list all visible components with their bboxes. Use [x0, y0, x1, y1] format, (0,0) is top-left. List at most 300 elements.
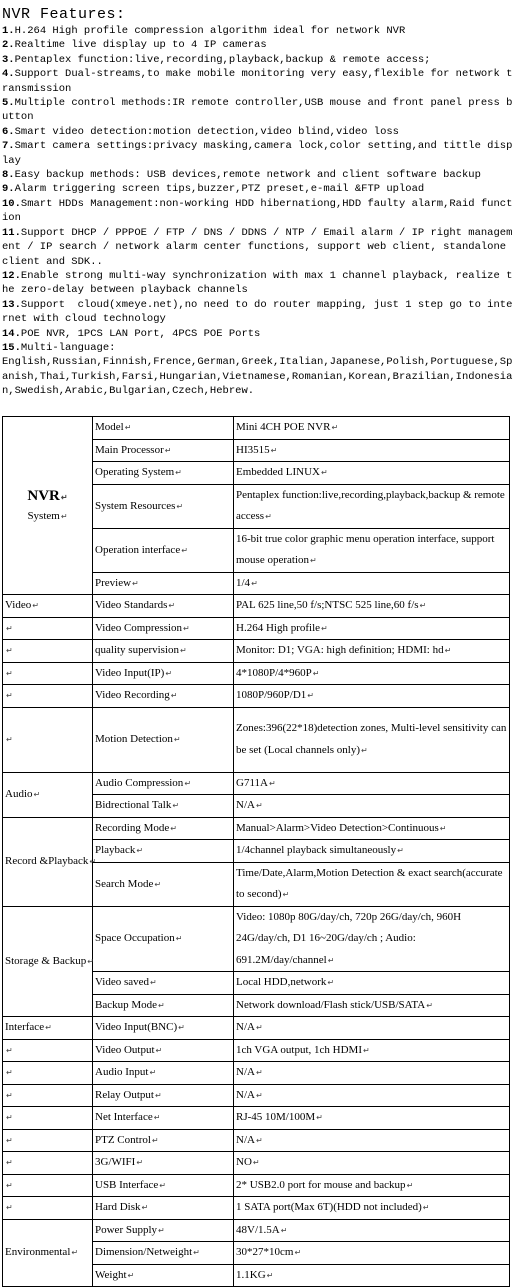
paragraph-mark: ↵	[32, 601, 39, 611]
spec-name-text: Backup Mode	[95, 998, 158, 1011]
spec-group	[3, 817, 97, 906]
feature-item	[2, 226, 518, 269]
spec-name	[93, 994, 234, 1017]
spec-value	[234, 1039, 510, 1062]
paragraph-mark: ↵	[280, 1225, 288, 1235]
spec-row	[3, 1039, 510, 1062]
paragraph-mark: ↵	[184, 778, 192, 788]
paragraph-mark: ↵	[266, 1270, 274, 1280]
spec-group	[3, 685, 93, 708]
nvr-subtitle: System↵	[27, 510, 68, 522]
spec-name-text: Main Processor	[95, 443, 164, 456]
feature-number: 3.	[2, 53, 15, 66]
spec-row	[3, 1062, 510, 1085]
feature-text: H.264 High profile compression algorithm ideal for network NVR	[14, 25, 406, 37]
spec-name	[93, 484, 234, 528]
spec-name	[93, 1242, 234, 1265]
spec-name-text: System Resources	[95, 499, 176, 512]
spec-name	[93, 772, 234, 795]
spec-value-text: N/A	[236, 1133, 255, 1146]
feature-number: 7.	[2, 140, 15, 153]
spec-group	[3, 1219, 93, 1287]
paragraph-mark: ↵	[6, 1158, 13, 1168]
paragraph-mark: ↵	[327, 978, 335, 987]
spec-value	[234, 1219, 510, 1242]
paragraph-mark: ↵	[181, 545, 188, 555]
spec-value-text: 1/4	[236, 576, 251, 589]
spec-group	[3, 1062, 93, 1085]
feature-text: Support cloud(xmeye.net),no need to do router mapping, just 1 step go to internet with cloud technology	[2, 298, 513, 326]
paragraph-mark: ↵	[444, 646, 452, 655]
spec-name-text: Motion Detection	[95, 733, 173, 745]
spec-group	[3, 1129, 93, 1152]
spec-name	[93, 862, 234, 906]
feature-text: Realtime live display up to 4 IP cameras	[14, 39, 267, 52]
spec-value-text: Local HDD,network	[236, 976, 327, 988]
spec-group	[3, 1039, 93, 1062]
paragraph-mark: ↵	[294, 1248, 302, 1257]
paragraph-mark: ↵	[419, 601, 427, 610]
spec-value-text: G711A	[236, 776, 268, 789]
spec-group	[3, 1152, 93, 1175]
paragraph-mark: ↵	[251, 578, 258, 588]
feature-text: Multiple control methods:IR remote controller,USB mouse and front panel press button	[2, 97, 513, 124]
spec-value-text: 2* USB2.0 port for mouse and backup	[236, 1178, 406, 1191]
spec-name	[93, 817, 234, 840]
spec-value	[234, 1129, 510, 1152]
spec-value	[234, 994, 510, 1017]
spec-value	[234, 572, 510, 595]
feature-number: 12.	[2, 269, 21, 282]
feature-number: 1.	[2, 25, 15, 37]
spec-value	[234, 462, 510, 485]
paragraph-mark: ↵	[33, 790, 41, 799]
spec-name	[93, 1084, 234, 1107]
paragraph-mark: ↵	[180, 646, 187, 656]
paragraph-mark: ↵	[321, 468, 328, 477]
paragraph-mark: ↵	[149, 1068, 157, 1078]
paragraph-mark: ↵	[175, 934, 183, 944]
spec-row	[3, 662, 510, 685]
spec-name-text: Video Output	[95, 1043, 155, 1056]
spec-value-text: Time/Date,Alarm,Motion Detection & exact search(accurate to second)	[236, 866, 503, 900]
paragraph-mark: ↵	[158, 1225, 165, 1235]
paragraph-mark: ↵	[193, 1248, 200, 1258]
spec-name-text: quality supervision	[95, 644, 180, 657]
feature-text: Smart HDDs Management:non-working HDD hibernationg,HDD faulty alarm,Raid function	[2, 197, 513, 225]
spec-value	[234, 972, 510, 995]
spec-value-text: 1 SATA port(Max 6T)(HDD not included)	[236, 1201, 422, 1213]
spec-row	[3, 1219, 510, 1242]
spec-value-text: 1ch VGA output, 1ch HDMI	[236, 1043, 362, 1056]
spec-name	[93, 1174, 234, 1197]
spec-name-text: Video saved	[95, 976, 150, 989]
spec-value	[234, 1107, 510, 1130]
spec-name-text: Model	[95, 421, 124, 434]
spec-name-text: Video Input(BNC)	[95, 1021, 178, 1034]
paragraph-mark: ↵	[183, 623, 190, 633]
spec-value-text: 48V/1.5A	[236, 1223, 280, 1236]
spec-name	[93, 1197, 234, 1220]
spec-name	[93, 640, 234, 663]
spec-name-text: 3G/WIFI	[95, 1156, 136, 1169]
feature-text: Pentaplex function:live,recording,playback,backup & remote access;	[14, 53, 431, 66]
paragraph-mark: ↵	[321, 623, 328, 633]
spec-value-text: Monitor: D1; VGA: high definition; HDMI: hd	[236, 644, 444, 656]
paragraph-mark: ↵	[255, 1090, 263, 1100]
spec-row	[3, 906, 510, 972]
spec-value	[234, 840, 510, 863]
paragraph-mark: ↵	[154, 1090, 162, 1100]
feature-item	[2, 298, 518, 327]
nvr-system-cell	[3, 417, 93, 595]
spec-value-text: N/A	[236, 1088, 255, 1101]
spec-group-label: Environmental	[5, 1246, 71, 1259]
spec-group-label: Storage & Backup	[5, 954, 87, 967]
feature-number: 10.	[2, 197, 21, 210]
spec-name	[93, 595, 234, 618]
spec-name-text: USB Interface	[95, 1178, 159, 1191]
spec-value	[234, 685, 510, 708]
spec-row	[3, 1129, 510, 1152]
paragraph-mark: ↵	[6, 668, 13, 678]
paragraph-mark: ↵	[268, 778, 276, 788]
spec-value	[234, 906, 510, 972]
paragraph-mark: ↵	[362, 1045, 370, 1055]
spec-name	[93, 1039, 234, 1062]
spec-name	[93, 1129, 234, 1152]
spec-name	[93, 1062, 234, 1085]
feature-number: 13.	[2, 298, 21, 311]
feature-item	[2, 269, 518, 298]
spec-row	[3, 617, 510, 640]
spec-name-text: Audio Input	[95, 1066, 149, 1079]
spec-name	[93, 1107, 234, 1130]
feature-item	[2, 53, 518, 67]
feature-number: 11.	[2, 226, 21, 239]
spec-name-text: Recording Mode	[95, 821, 170, 834]
paragraph-mark: ↵	[155, 1045, 163, 1055]
feature-item	[2, 125, 518, 139]
spec-name	[93, 439, 234, 462]
feature-text: Smart camera settings:privacy masking,camera lock,color setting,and tittle display	[2, 140, 513, 167]
spec-name-text: Playback	[95, 844, 136, 857]
spec-value	[234, 1197, 510, 1220]
feature-item	[2, 182, 518, 196]
paragraph-mark: ↵	[154, 879, 162, 889]
feature-item	[2, 168, 518, 182]
paragraph-mark: ↵	[150, 978, 157, 988]
spec-row	[3, 640, 510, 663]
spec-name	[93, 528, 234, 572]
spec-group	[3, 1174, 93, 1197]
feature-number: 15.	[2, 341, 21, 354]
spec-value	[234, 1242, 510, 1265]
spec-value	[234, 772, 510, 795]
spec-value-text: N/A	[236, 1066, 255, 1078]
paragraph-mark: ↵	[327, 955, 335, 965]
paragraph-mark: ↵	[136, 846, 144, 856]
spec-name	[93, 1219, 234, 1242]
spec-value-text: 1.1KG	[236, 1268, 266, 1281]
paragraph-mark: ↵	[265, 512, 272, 521]
paragraph-mark: ↵	[87, 956, 94, 966]
feature-text: Support DHCP / PPPOE / FTP / DNS / DDNS / NTP / Email alarm / IP right management / IP search / network alarm center functions, support web client, standalone client and SDK..	[2, 226, 513, 268]
spec-value-text: Pentaplex function:live,recording,playback,backup & remote access	[236, 488, 505, 522]
spec-value	[234, 484, 510, 528]
spec-group	[3, 662, 93, 685]
spec-name-text: Dimension/Netweight	[95, 1246, 193, 1259]
spec-row	[3, 1174, 510, 1197]
spec-value	[234, 1264, 510, 1287]
spec-name-text: Video Compression	[95, 621, 183, 634]
paragraph-mark: ↵	[127, 1270, 135, 1280]
spec-group-label: Interface	[5, 1021, 45, 1034]
spec-group	[3, 1197, 93, 1220]
paragraph-mark: ↵	[159, 1180, 166, 1190]
spec-name-text: Weight	[95, 1268, 127, 1281]
spec-value-text: PAL 625 line,50 f/s;NTSC 525 line,60 f/s	[236, 599, 419, 611]
spec-name	[93, 662, 234, 685]
spec-row	[3, 1152, 510, 1175]
spec-value	[234, 795, 510, 818]
spec-value-text: Mini 4CH POE NVR	[236, 421, 331, 433]
spec-value	[234, 528, 510, 572]
spec-group	[3, 1084, 93, 1107]
feature-item	[2, 341, 518, 399]
paragraph-mark: ↵	[6, 1045, 13, 1055]
paragraph-mark: ↵	[331, 423, 339, 432]
paragraph-mark: ↵	[173, 735, 181, 744]
paragraph-mark: ↵	[255, 1135, 263, 1145]
spec-value	[234, 417, 510, 440]
spec-value	[234, 862, 510, 906]
spec-group-label: Record &Playback	[5, 855, 89, 867]
spec-row	[3, 772, 510, 795]
paragraph-mark: ↵	[164, 445, 172, 455]
spec-value-text: 4*1080P/4*960P	[236, 666, 312, 679]
paragraph-mark: ↵	[6, 691, 13, 701]
paragraph-mark: ↵	[178, 1023, 185, 1033]
spec-name-text: Video Recording	[95, 689, 170, 702]
spec-value-text: HI3515	[236, 443, 270, 456]
feature-number: 9.	[2, 183, 15, 196]
feature-list	[2, 24, 518, 399]
spec-value	[234, 817, 510, 840]
paragraph-mark: ↵	[176, 501, 184, 511]
spec-name	[93, 840, 234, 863]
spec-value-text: Zones:396(22*18)detection zones, Multi-level sensitivity can be set (Local channels only)	[236, 722, 507, 756]
paragraph-mark: ↵	[158, 1000, 165, 1010]
spec-group	[3, 707, 93, 772]
spec-group	[3, 595, 93, 618]
paragraph-mark: ↵	[165, 668, 173, 678]
spec-name	[93, 972, 234, 995]
paragraph-mark: ↵	[255, 801, 263, 810]
spec-row	[3, 1017, 510, 1040]
spec-row	[3, 817, 510, 840]
feature-text: Enable strong multi-way synchronization with max 1 channel playback, realize the zero-delay between playback channels	[2, 269, 513, 297]
paragraph-mark: ↵	[141, 1203, 149, 1213]
features-heading: NVR Features:	[2, 6, 126, 23]
paragraph-mark: ↵	[361, 745, 368, 755]
spec-name	[93, 685, 234, 708]
spec-group	[3, 640, 93, 663]
paragraph-mark: ↵	[426, 1000, 433, 1010]
spec-value	[234, 662, 510, 685]
spec-value	[234, 439, 510, 462]
feature-number: 2.	[2, 39, 15, 52]
spec-name-text: PTZ Control	[95, 1133, 151, 1146]
paragraph-mark: ↵	[252, 1158, 260, 1167]
paragraph-mark: ↵	[6, 1203, 13, 1213]
paragraph-mark: ↵	[175, 468, 182, 478]
spec-name	[93, 617, 234, 640]
spec-row	[3, 707, 510, 772]
spec-value	[234, 595, 510, 618]
spec-name-text: Audio Compression	[95, 776, 184, 789]
spec-value	[234, 1084, 510, 1107]
feature-number: 14.	[2, 327, 21, 340]
spec-value	[234, 707, 510, 772]
paragraph-mark: ↵	[6, 1113, 13, 1123]
spec-name	[93, 707, 234, 772]
spec-name	[93, 1017, 234, 1040]
spec-value-text: Manual>Alarm>Video Detection>Continuous	[236, 821, 439, 834]
feature-text: POE NVR, 1PCS LAN Port, 4PCS POE Ports	[20, 327, 261, 340]
spec-value	[234, 1062, 510, 1085]
feature-item	[2, 327, 518, 341]
spec-group	[3, 1107, 93, 1130]
paragraph-mark: ↵	[255, 1068, 263, 1077]
paragraph-mark: ↵	[170, 691, 178, 701]
spec-value-text: Embedded LINUX	[236, 466, 321, 478]
paragraph-mark: ↵	[45, 1023, 52, 1033]
paragraph-mark: ↵	[6, 1180, 13, 1190]
spec-name-text: Preview	[95, 576, 132, 589]
spec-value-text: Video: 1080p 80G/day/ch, 720p 26G/day/ch, 960H 24G/day/ch, D1 16~20G/day/ch ; Audio: 691.2M/day/channel	[236, 910, 462, 966]
spec-name-text: Search Mode	[95, 877, 154, 890]
spec-row	[3, 417, 510, 440]
spec-name	[93, 462, 234, 485]
spec-name-text: Power Supply	[95, 1223, 158, 1236]
spec-name	[93, 906, 234, 972]
spec-table	[2, 416, 510, 1287]
spec-row	[3, 1107, 510, 1130]
spec-group	[3, 1017, 93, 1040]
spec-row	[3, 1084, 510, 1107]
nvr-title: NVR↵	[27, 488, 68, 504]
spec-value	[234, 617, 510, 640]
feature-number: 8.	[2, 169, 15, 182]
paragraph-mark: ↵	[168, 601, 176, 611]
spec-name-text: Video Input(IP)	[95, 666, 165, 679]
paragraph-mark: ↵	[6, 646, 13, 656]
spec-value-text: 30*27*10cm	[236, 1246, 294, 1258]
spec-row	[3, 685, 510, 708]
paragraph-mark: ↵	[132, 578, 139, 588]
feature-text: Support Dual-streams,to make mobile monitoring very easy,flexible for network transmission	[2, 68, 513, 95]
paragraph-mark: ↵	[60, 512, 68, 521]
paragraph-mark: ↵	[89, 857, 97, 866]
paragraph-mark: ↵	[151, 1135, 159, 1145]
spec-value	[234, 640, 510, 663]
spec-name	[93, 417, 234, 440]
feature-text: Easy backup methods: USB devices,remote network and client software backup	[14, 169, 481, 182]
spec-name-text: Relay Output	[95, 1088, 154, 1101]
spec-group-label: Video	[5, 599, 32, 612]
paragraph-mark: ↵	[422, 1203, 430, 1212]
paragraph-mark: ↵	[60, 493, 68, 502]
spec-group	[3, 617, 93, 640]
paragraph-mark: ↵	[439, 823, 447, 833]
paragraph-mark: ↵	[170, 823, 177, 833]
paragraph-mark: ↵	[124, 423, 132, 433]
spec-value-text: RJ-45 10M/100M	[236, 1111, 316, 1123]
paragraph-mark: ↵	[282, 890, 290, 899]
spec-value-text: 16-bit true color graphic menu operation interface, support mouse operation	[236, 532, 495, 566]
feature-item	[2, 96, 518, 125]
spec-name	[93, 795, 234, 818]
paragraph-mark: ↵	[255, 1023, 263, 1032]
feature-item	[2, 197, 518, 226]
feature-item	[2, 38, 518, 52]
paragraph-mark: ↵	[270, 445, 278, 455]
paragraph-mark: ↵	[406, 1180, 414, 1190]
paragraph-mark: ↵	[136, 1158, 144, 1168]
paragraph-mark: ↵	[316, 1113, 323, 1122]
spec-value-text: NO	[236, 1156, 252, 1168]
paragraph-mark: ↵	[6, 1135, 13, 1145]
paragraph-mark: ↵	[312, 668, 320, 678]
spec-name-text: Operating System	[95, 466, 175, 479]
spec-row	[3, 1197, 510, 1220]
paragraph-mark: ↵	[172, 801, 180, 811]
features-section	[2, 6, 518, 399]
spec-value-text: N/A	[236, 1021, 255, 1033]
spec-value-text: Network download/Flash stick/USB/SATA	[236, 998, 426, 1011]
spec-name-text: Space Occupation	[95, 932, 175, 945]
spec-group	[3, 772, 93, 817]
spec-group-label: Audio	[5, 788, 33, 800]
paragraph-mark: ↵	[6, 623, 13, 633]
spec-value-text: 1080P/960P/D1	[236, 689, 307, 701]
spec-name-text: Video Standards	[95, 599, 168, 612]
feature-number: 6.	[2, 125, 15, 138]
paragraph-mark: ↵	[153, 1113, 161, 1123]
paragraph-mark: ↵	[6, 1068, 13, 1078]
spec-name	[93, 1152, 234, 1175]
paragraph-mark: ↵	[6, 735, 13, 744]
feature-item	[2, 67, 518, 96]
spec-name-text: Hard Disk	[95, 1201, 141, 1214]
paragraph-mark: ↵	[310, 556, 317, 565]
spec-row	[3, 595, 510, 618]
feature-text: Smart video detection:motion detection,video blind,video loss	[14, 125, 399, 138]
feature-number: 4.	[2, 68, 15, 81]
spec-value	[234, 1174, 510, 1197]
feature-text: Alarm triggering screen tips,buzzer,PTZ preset,e-mail &FTP upload	[14, 183, 425, 196]
spec-value	[234, 1017, 510, 1040]
spec-name-text: Net Interface	[95, 1111, 153, 1124]
spec-name-text: Bidrectional Talk	[95, 799, 172, 812]
spec-value-text: N/A	[236, 799, 255, 811]
spec-name	[93, 1264, 234, 1287]
spec-group	[3, 906, 93, 1017]
spec-value	[234, 1152, 510, 1175]
paragraph-mark: ↵	[71, 1248, 79, 1258]
paragraph-mark: ↵	[397, 846, 404, 855]
